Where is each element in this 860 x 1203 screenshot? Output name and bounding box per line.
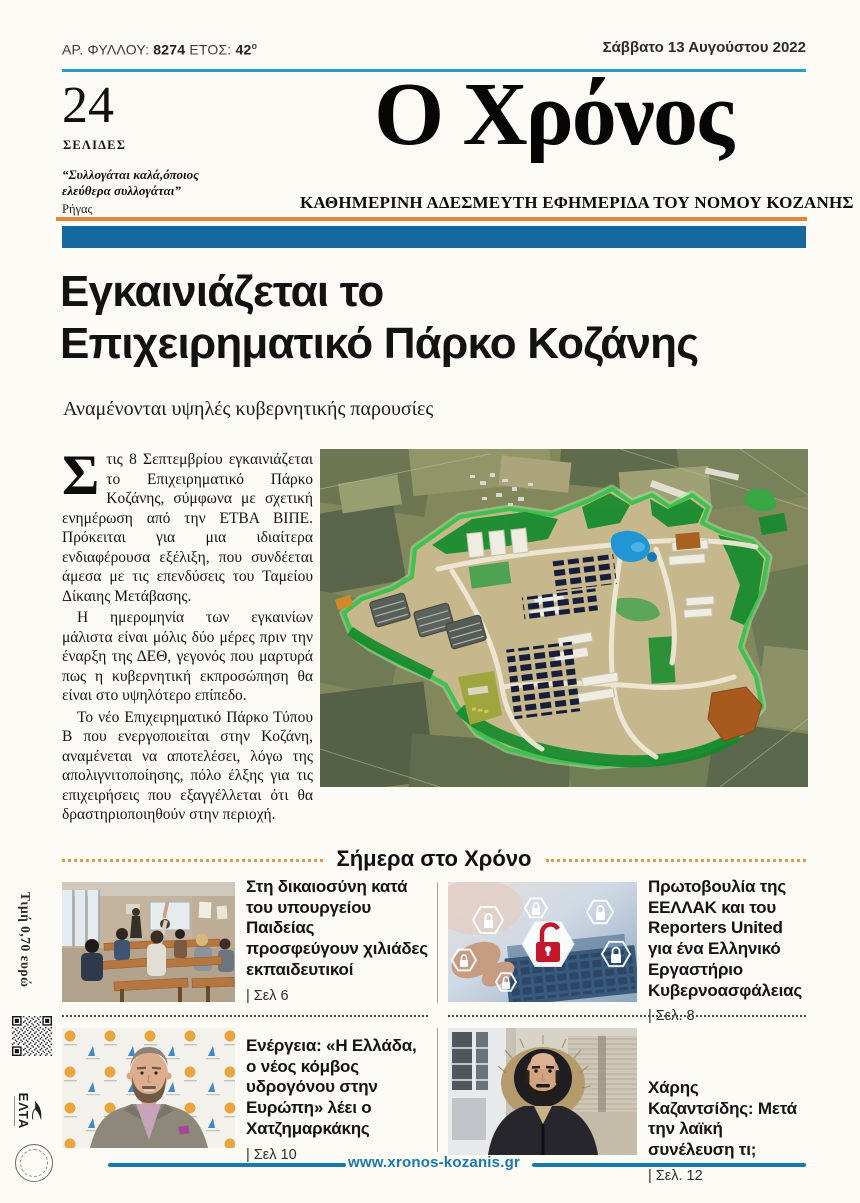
elta-label: ΕΛΤΑ xyxy=(16,1092,32,1130)
website-url: www.xronos-kozanis.gr xyxy=(347,1154,520,1171)
item-page-ref: | Σελ. 12 xyxy=(648,1167,703,1184)
today-item-1 xyxy=(246,877,430,1004)
year-number: 42 xyxy=(235,41,252,58)
row-separator-right xyxy=(448,1015,806,1017)
postal-stamp-icon xyxy=(15,1144,53,1182)
lead-paragraph-2: Η ημερομηνία των εγκαινίων μάλιστα είναι μόλις δύο μέρες πριν την έναρξη της ΔΕΘ, γεγονός που μαρτυρά πως η κυβερνητική εκπροσώπηση θα είναι στο υψηλότερο επίπεδο. xyxy=(62,609,313,705)
today-section-title: Σήμερα στο Χρόνο xyxy=(336,846,532,871)
quote-author: Ρήγας xyxy=(62,202,93,216)
elta-tagline-rule xyxy=(15,1096,16,1126)
item-headline: Στη δικαιοσύνη κατά του υπουργείου Παιδείας προσφεύγουν χιλιάδες εκπαιδευτικοί xyxy=(246,877,428,979)
quote-line2: ελεύθερα συλλογάται” xyxy=(62,183,181,199)
today-section-header xyxy=(62,845,806,873)
edition-date: Σάββατο 13 Αυγούστου 2022 xyxy=(602,39,806,56)
lead-body xyxy=(62,444,313,825)
orange-rule xyxy=(56,217,807,221)
paper-subtitle: ΚΑΘΗΜΕΡΙΝΗ ΑΔΕΣΜΕΥΤΗ ΕΦΗΜΕΡΙΔΑ ΤΟΥ ΝΟΜΟΥ ΚΟΖΑΝΗΣ xyxy=(300,193,854,212)
column-divider-row2 xyxy=(437,1028,438,1152)
issue-label: ΑΡ. ΦΥΛΛΟΥ: xyxy=(62,41,150,58)
hatzimarkakis-illustration xyxy=(62,1028,235,1148)
pages-label: ΣΕΛΙΔΕΣ xyxy=(63,138,127,152)
classroom-photo xyxy=(62,882,235,1002)
year-ordinal: ο xyxy=(251,41,258,51)
cybersecurity-illustration xyxy=(448,882,637,1002)
lead-paragraph-1-text: τις 8 Σεπτεμβρίου εγκαινιάζεται το Επιχειρηματικό Πάρκο Κοζάνης, σύμφωνα με σχετική ενημέρωση από την ΕΤΒΑ ΒΙΠΕ. Πρόκειται για μια ιδιαίτερα ενδιαφέρουσα εξέλιξη, που συνδέεται άμεσα με τις επενδύσεις του Ταμείου Δίκαιης Μετάβασης. xyxy=(62,451,313,605)
cybersecurity-photo xyxy=(448,882,637,1002)
item-headline: Χάρης Καζαντσίδης: Μετά την λαϊκή συνέλευση τι; xyxy=(648,1078,797,1160)
masthead-quote xyxy=(62,167,247,200)
aerial-park-illustration xyxy=(320,449,808,787)
lead-subheadline: Αναμένονται υψηλές κυβερνητικής παρουσίες xyxy=(63,398,434,420)
item-page-ref: | Σελ. 8 xyxy=(648,1008,695,1025)
qr-code xyxy=(12,1016,52,1056)
footer-rule-right xyxy=(532,1163,806,1167)
row-separator-left xyxy=(62,1015,428,1017)
drop-cap: Σ xyxy=(62,444,100,507)
today-item-3 xyxy=(246,1036,430,1163)
qr-code-icon xyxy=(12,1016,52,1056)
item-page-ref: | Σελ 6 xyxy=(246,987,289,1004)
price-label: Τιμή 0,70 ευρώ xyxy=(18,892,33,988)
elta-bird-icon xyxy=(31,1099,44,1123)
today-item-4 xyxy=(648,1078,806,1184)
classroom-illustration xyxy=(62,882,235,1002)
kazantsidis-photo xyxy=(448,1028,637,1155)
hatzimarkakis-photo xyxy=(62,1028,235,1148)
dotted-rule-right xyxy=(546,859,807,862)
pages-count: 24 xyxy=(62,77,114,134)
aerial-park-photo xyxy=(320,449,808,787)
kazantsidis-illustration xyxy=(448,1028,637,1155)
year-label: ΕΤΟΣ: xyxy=(189,41,232,58)
item-headline: Πρωτοβουλία της ΕΕΛΛΑΚ και του Reporters United για ένα Ελληνικό Εργαστήριο Κυβερνοασφάλειας xyxy=(648,877,803,1000)
lead-paragraph-3: Το νέο Επιχειρηματικό Πάρκο Τύπου Β που ενεργοποιείται στην Κοζάνη, αναμένεται να αποτελέσει, λόγω της απολιγνιτοποίησης, πόλο έλξης για τις επιχειρήσεις που εξαγγέλλεται ότι θα δραστηριοποιηθούν στην περιοχή. xyxy=(62,708,313,824)
quote-line1: “Συλλογάται καλά,όποιος xyxy=(62,167,199,182)
issue-line xyxy=(62,41,257,58)
footer-rule-left xyxy=(108,1163,346,1167)
item-headline: Ενέργεια: «Η Ελλάδα, ο νέος κόμβος υδρογόνου στην Ευρώπη» λέει ο Χατζημαρκάκης xyxy=(246,1036,417,1138)
issue-number: 8274 xyxy=(153,41,186,58)
lead-paragraph-1 xyxy=(62,444,313,606)
column-divider-row1 xyxy=(437,882,438,1003)
blue-band xyxy=(62,226,806,248)
today-item-2 xyxy=(648,877,808,1024)
lead-headline-line2: Επιχειρηματικό Πάρκο Κοζάνης xyxy=(60,319,699,369)
lead-headline xyxy=(60,266,808,371)
dotted-rule-left xyxy=(62,859,323,862)
item-page-ref: | Σελ 10 xyxy=(246,1146,297,1163)
elta-logo xyxy=(12,1080,46,1142)
lead-headline-line1: Εγκαινιάζεται το xyxy=(60,267,384,316)
paper-title: Ο Χρόνος xyxy=(374,65,732,164)
